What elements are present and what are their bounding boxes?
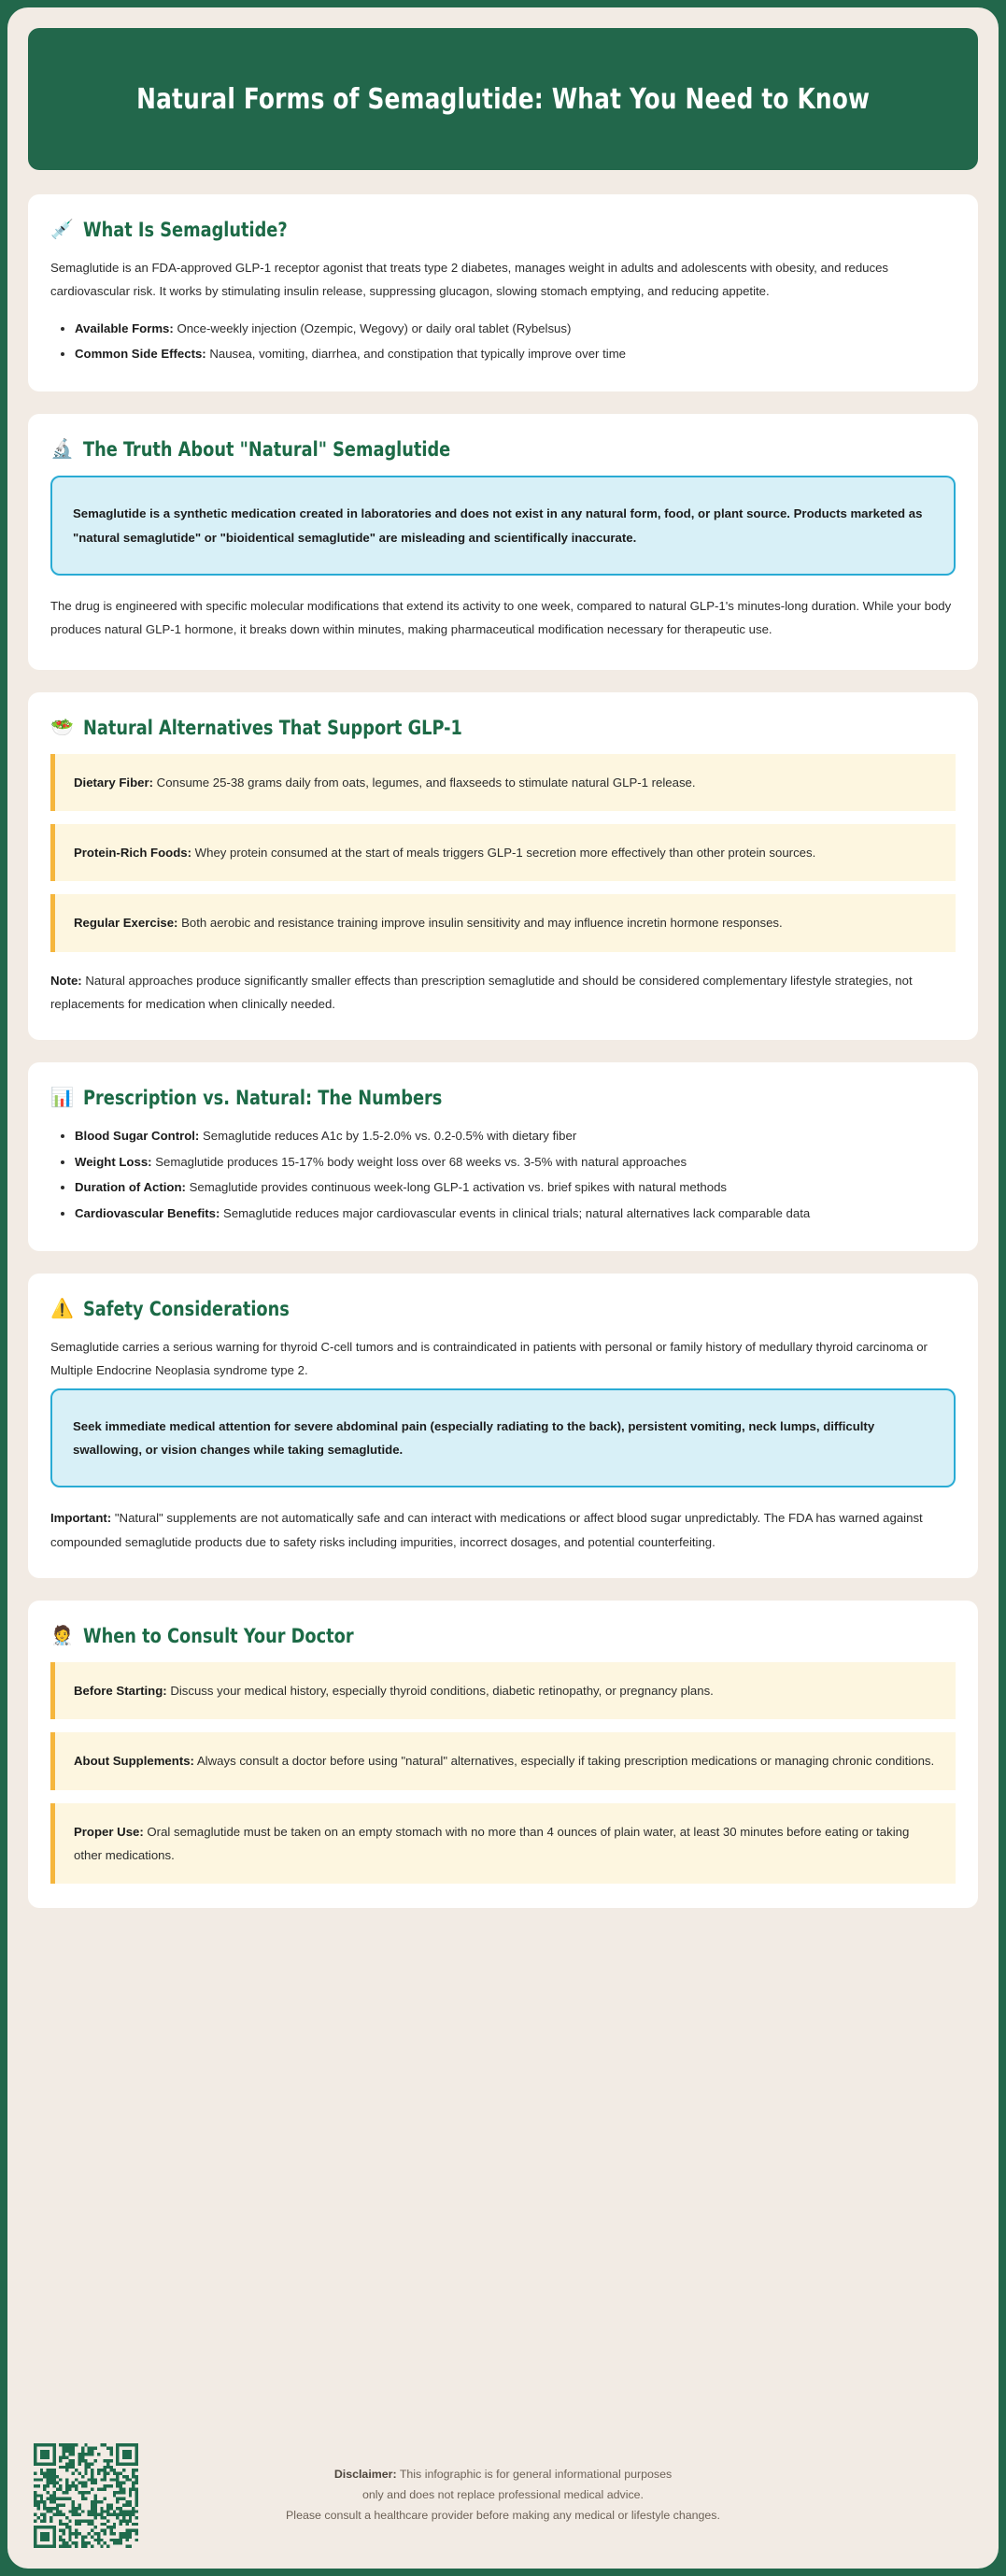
list-item xyxy=(75,1202,956,1225)
item-text: Whey protein consumed at the start of meals triggers GLP-1 secretion more effectively than other protein sources. xyxy=(191,846,816,861)
item-text: Oral semaglutide must be taken on an empty stomach with no more than 4 ounces of plain water, at least 30 minutes before eating or taking other medications. xyxy=(74,1824,910,1862)
bullet-text: Once-weekly injection (Ozempic, Wegovy) or daily oral tablet (Rybelsus) xyxy=(173,320,572,335)
list-item xyxy=(75,1124,956,1147)
callout-text: Semaglutide is a synthetic medication created in laboratories and does not exist in any natural form, food, or plant source. Products marketed as "natural semaglutide" or "bioidentical semaglutide" are misleading and scientifically inaccurate. xyxy=(73,506,923,545)
section-note xyxy=(50,969,956,1017)
bullet-lead: Available Forms: xyxy=(75,320,174,335)
list-item xyxy=(75,1150,956,1174)
disclaimer-line-1-text: This infographic is for general informational purposes xyxy=(396,2468,673,2482)
note-text: Natural approaches produce significantly smaller effects than prescription semaglutide and should be considered complementary lifestyle strategies, not replacements for medication when clinically needed. xyxy=(50,973,913,1012)
bullet-text: Nausea, vomiting, diarrhea, and constipation that typically improve over time xyxy=(205,347,627,362)
section-note xyxy=(50,1506,956,1554)
bullet-lead: Common Side Effects: xyxy=(75,347,206,362)
section-title: Natural Alternatives That Support GLP-1 xyxy=(82,716,462,739)
item-text: Consume 25-38 grams daily from oats, legumes, and flaxseeds to stimulate natural GLP-1 release. xyxy=(153,775,696,790)
section-title: Safety Considerations xyxy=(82,1297,290,1320)
section-header xyxy=(50,1625,956,1647)
bullet-lead: Duration of Action: xyxy=(75,1180,186,1195)
bullet-text: Semaglutide provides continuous week-long GLP-1 activation vs. brief spikes with natural methods xyxy=(185,1180,728,1195)
highlight-list-item xyxy=(50,1662,956,1719)
microscope-icon: 🔬 xyxy=(50,439,74,461)
disclaimer-line-3: Please consult a healthcare provider before making any medical or lifestyle changes. xyxy=(286,2508,720,2522)
note-lead: Note: xyxy=(50,973,82,988)
item-lead: Proper Use: xyxy=(74,1824,144,1839)
highlight-list-item xyxy=(50,824,956,881)
highlight-list-item xyxy=(50,1803,956,1885)
item-lead: Regular Exercise: xyxy=(74,916,178,931)
section-card-prescription-vs-natural xyxy=(28,1062,978,1250)
section-header xyxy=(50,717,956,739)
item-text: Always consult a doctor before using "natural" alternatives, especially if taking prescription medications or managing chronic conditions. xyxy=(193,1754,935,1769)
item-lead: About Supplements: xyxy=(74,1754,194,1769)
salad-icon: 🥗 xyxy=(50,717,74,738)
highlight-list-item xyxy=(50,754,956,811)
doctor-icon: 🧑‍⚕️ xyxy=(50,1625,74,1646)
item-lead: Before Starting: xyxy=(74,1683,167,1698)
sections-container xyxy=(28,194,978,1930)
callout-text: Seek immediate medical attention for severe abdominal pain (especially radiating to the back), persistent vomiting, neck lumps, difficulty swallowing, or vision changes while taking semaglutide. xyxy=(73,1418,875,1457)
bar-chart-icon: 📊 xyxy=(50,1088,74,1109)
section-card-what-is-semaglutide xyxy=(28,194,978,391)
header-banner xyxy=(28,28,978,170)
list-item xyxy=(75,1175,956,1199)
section-card-truth-about-natural xyxy=(28,414,978,669)
highlight-callout xyxy=(50,476,956,576)
section-header xyxy=(50,1298,956,1320)
disclaimer-line-1 xyxy=(138,2465,868,2485)
warning-triangle-icon: ⚠️ xyxy=(50,1298,74,1319)
section-card-when-to-consult xyxy=(28,1601,978,1908)
list-item xyxy=(75,342,956,365)
item-text: Discuss your medical history, especially thyroid conditions, diabetic retinopathy, or pregnancy plans. xyxy=(166,1683,714,1698)
bullet-text: Semaglutide produces 15-17% body weight loss over 68 weeks vs. 3-5% with natural approaches xyxy=(151,1154,687,1169)
note-text: "Natural" supplements are not automatically safe and can interact with medications or affect blood sugar unpredictably. The FDA has warned against compounded semaglutide products due to safety risks including impurities, incorrect dosages, and potential counterfeiting. xyxy=(50,1511,923,1549)
highlight-list-item xyxy=(50,1732,956,1789)
bullet-lead: Weight Loss: xyxy=(75,1154,152,1169)
bullet-list xyxy=(50,1124,956,1224)
disclaimer-text xyxy=(138,2465,972,2526)
highlight-callout xyxy=(50,1388,956,1488)
section-paragraph: Semaglutide is an FDA-approved GLP-1 receptor agonist that treats type 2 diabetes, manages weight in adults and adolescents with obesity, and reduces cardiovascular risk. It works by stimulating insulin release, suppressing glucagon, slowing stomach emptying, and reducing appetite. xyxy=(50,261,889,299)
highlight-list-item xyxy=(50,894,956,951)
bullet-text: Semaglutide reduces major cardiovascular events in clinical trials; natural alternatives lack comparable data xyxy=(220,1205,811,1220)
note-lead: Important: xyxy=(50,1511,112,1526)
syringe-icon: 💉 xyxy=(50,220,74,240)
item-text: Both aerobic and resistance training improve insulin sensitivity and may influence incretin hormone responses. xyxy=(177,916,783,931)
bullet-text: Semaglutide reduces A1c by 1.5-2.0% vs. 0.2-0.5% with dietary fiber xyxy=(199,1129,577,1144)
section-header xyxy=(50,219,956,241)
section-paragraph: Semaglutide carries a serious warning for thyroid C-cell tumors and is contraindicated in patients with personal or family history of medullary thyroid carcinoma or Multiple Endocrine Neoplasia syndrome type 2. xyxy=(50,1339,928,1378)
qr-code[interactable] xyxy=(34,2443,138,2548)
disclaimer-lead: Disclaimer: xyxy=(333,2468,397,2482)
section-paragraph: The drug is engineered with specific molecular modifications that extend its activity to one week, compared to natural GLP-1's minutes-long duration. While your body produces natural GLP-1 hormone, it breaks down within minutes, making pharmaceutical modification necessary for therapeutic use. xyxy=(50,599,952,637)
infographic-page xyxy=(7,7,999,2569)
section-title: What Is Semaglutide? xyxy=(82,219,288,241)
list-item xyxy=(75,317,956,340)
bullet-lead: Cardiovascular Benefits: xyxy=(75,1205,220,1220)
page-title: Natural Forms of Semaglutide: What You Need to Know xyxy=(135,82,870,116)
section-title: Prescription vs. Natural: The Numbers xyxy=(82,1087,443,1110)
section-header xyxy=(50,1087,956,1109)
section-title: When to Consult Your Doctor xyxy=(82,1624,354,1647)
section-header xyxy=(50,438,956,461)
bullet-lead: Blood Sugar Control: xyxy=(75,1129,200,1144)
section-card-safety-considerations xyxy=(28,1274,978,1578)
item-lead: Dietary Fiber: xyxy=(74,775,154,790)
bullet-list xyxy=(50,317,956,366)
item-lead: Protein-Rich Foods: xyxy=(74,846,192,861)
footer xyxy=(28,2428,978,2569)
disclaimer-line-2: only and does not replace professional medical advice. xyxy=(362,2488,644,2502)
section-card-natural-alternatives xyxy=(28,692,978,1041)
section-title: The Truth About "Natural" Semaglutide xyxy=(82,438,451,462)
